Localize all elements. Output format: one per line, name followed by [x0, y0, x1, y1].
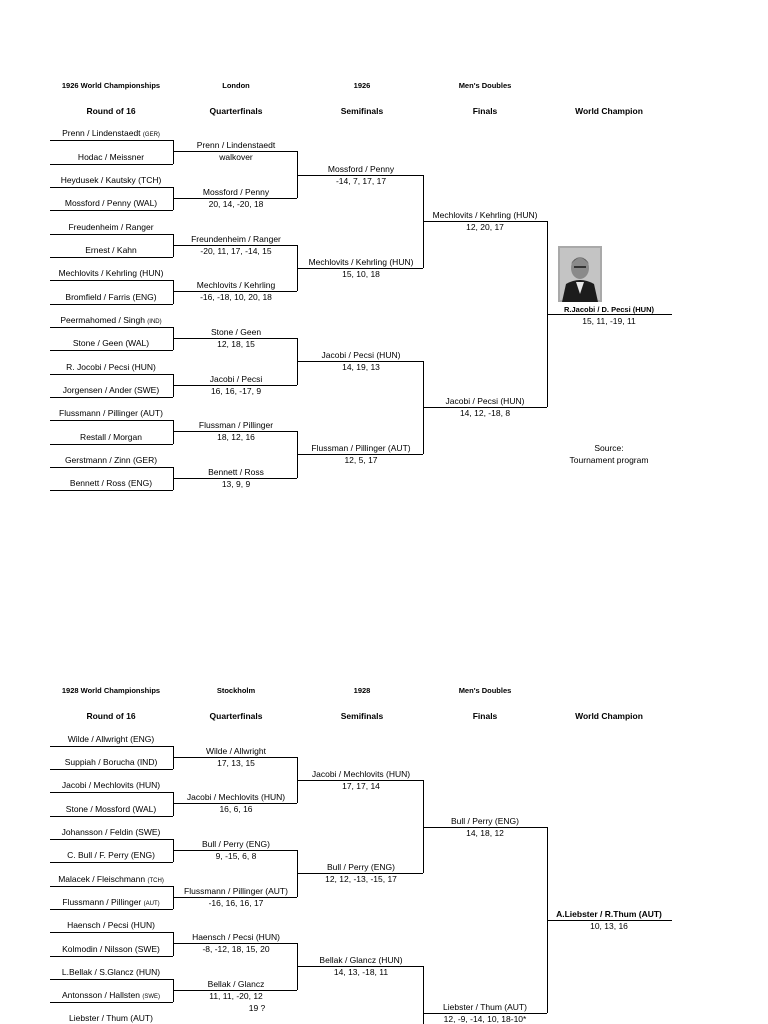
r16-entry: Suppiah / Borucha (IND)	[64, 757, 158, 767]
bracket-line	[173, 420, 174, 444]
r16-entry: Kolmodin / Nilsson (SWE)	[62, 944, 160, 954]
final-winner: Bull / Perry (ENG)	[450, 816, 520, 826]
bracket-line	[50, 257, 173, 258]
bracket-line	[50, 444, 173, 445]
qf-score: 20, 14, -20, 18	[208, 199, 264, 209]
qf-winner: Jacobi / Mechlovits (HUN)	[186, 792, 286, 802]
final-score: 14, 18, 12	[466, 828, 504, 838]
final-winner: Jacobi / Pecsi (HUN)	[445, 396, 525, 406]
header-event: Men's Doubles	[458, 686, 512, 695]
r16-entry: Jorgensen / Ander (SWE)	[62, 385, 160, 395]
r16-entry: Antonsson / Hallsten (SWE)	[61, 990, 161, 1000]
sf-score: 12, 5, 17	[344, 455, 378, 465]
r16-entry: Peermahomed / Singh (IND)	[60, 315, 162, 325]
bracket-line	[50, 792, 173, 793]
round-label-sf: Semifinals	[340, 106, 384, 116]
sf-winner: Jacobi / Mechlovits (HUN)	[311, 769, 411, 779]
r16-entry: Flussmann / Pillinger (AUT)	[62, 897, 160, 907]
r16-entry: Johansson / Feldin (SWE)	[61, 827, 161, 837]
champion-name: A.Liebster / R.Thum (AUT)	[556, 909, 662, 919]
qf-score: 11, 11, -20, 12	[209, 991, 263, 1001]
qf-score: 16, 16, -17, 9	[210, 386, 262, 396]
r16-entry: Wilde / Allwright (ENG)	[67, 734, 155, 744]
sf-winner: Bull / Perry (ENG)	[326, 862, 396, 872]
qf-winner: Flussman / Pillinger	[198, 420, 274, 430]
r16-entry: Jacobi / Mechlovits (HUN)	[61, 780, 161, 790]
r16-entry: Malacek / Fleischmann (TCH)	[58, 874, 164, 884]
round-label-qf: Quarterfinals	[209, 711, 263, 721]
bracket-line	[50, 374, 173, 375]
bracket-line	[50, 909, 173, 910]
r16-entry: Mossford / Penny (WAL)	[64, 198, 158, 208]
qf-winner: Jacobi / Pecsi	[209, 374, 263, 384]
r16-entry: Heydusek / Kautsky (TCH)	[60, 175, 162, 185]
bracket-line	[50, 420, 173, 421]
r16-entry: Stone / Mossford (WAL)	[65, 804, 157, 814]
sf-winner: Mossford / Penny	[327, 164, 395, 174]
header-location: London	[222, 81, 250, 90]
bracket-line	[50, 467, 173, 468]
champion-score: 10, 13, 16	[590, 921, 628, 931]
champion-photo	[558, 246, 602, 302]
sf-score: 17, 17, 14	[342, 781, 380, 791]
bracket-line	[50, 1002, 173, 1003]
sf-score: 12, 12, -13, -15, 17	[325, 874, 397, 884]
qf-winner: Bull / Perry (ENG)	[201, 839, 271, 849]
bracket-line	[50, 839, 173, 840]
round-label-final: Finals	[472, 711, 498, 721]
r16-entry: Flussmann / Pillinger (AUT)	[59, 408, 163, 418]
qf-winner: Bellak / Glancz	[207, 979, 265, 989]
r16-entry: Hodac / Meissner	[77, 152, 145, 162]
qf-winner: Haensch / Pecsi (HUN)	[192, 932, 280, 942]
sf-winner: Jacobi / Pecsi (HUN)	[321, 350, 401, 360]
qf-score: 12, 18, 15	[217, 339, 255, 349]
round-label-sf: Semifinals	[340, 711, 384, 721]
bracket-line	[50, 210, 173, 211]
final-score: 14, 12, -18, 8	[459, 408, 511, 418]
bracket-line	[50, 956, 173, 957]
qf-score: 13, 9, 9	[221, 479, 251, 489]
champion-name: R.Jacobi / D. Pecsi (HUN)	[563, 305, 655, 314]
qf-winner: Flussmann / Pillinger (AUT)	[184, 886, 288, 896]
sf-score: 15, 10, 18	[342, 269, 380, 279]
r16-entry: Bennett / Ross (ENG)	[69, 478, 153, 488]
bracket-line	[50, 327, 173, 328]
sf-score: 14, 13, -18, 11	[333, 967, 389, 977]
bracket-line	[50, 397, 173, 398]
r16-entry: C. Bull / F. Perry (ENG)	[67, 850, 155, 860]
bracket-line	[50, 862, 173, 863]
qf-score: 9, -15, 6, 8	[215, 851, 257, 861]
round-label-r16: Round of 16	[86, 711, 136, 721]
header-championship: 1928 World Championships	[61, 686, 161, 695]
qf-score: -16, -18, 10, 20, 18	[200, 292, 272, 302]
bracket-line	[50, 234, 173, 235]
header-championship: 1926 World Championships	[61, 81, 161, 90]
round-label-champion: World Champion	[575, 711, 643, 721]
r16-entry: Gerstmann / Zinn (GER)	[64, 455, 158, 465]
bracket-line	[50, 932, 173, 933]
qf-score: -8, -12, 18, 15, 20	[202, 944, 270, 954]
r16-entry: Prenn / Lindenstaedt (GER)	[62, 128, 160, 138]
bracket-line	[50, 886, 173, 887]
bracket-line	[50, 769, 173, 770]
final-score: 12, 20, 17	[466, 222, 504, 232]
bracket-line	[173, 932, 174, 956]
bracket-line	[547, 314, 672, 315]
r16-entry: Stone / Geen (WAL)	[72, 338, 150, 348]
bracket-line	[173, 280, 174, 304]
qf-winner: Bennett / Ross	[208, 467, 264, 477]
header-location: Stockholm	[216, 686, 256, 695]
round-label-final: Finals	[472, 106, 498, 116]
bracket-line	[50, 816, 173, 817]
qf-score: -16, 16, 16, 17	[208, 898, 264, 908]
round-label-qf: Quarterfinals	[209, 106, 263, 116]
bracket-line	[50, 140, 173, 141]
final-winner: Liebster / Thum (AUT)	[443, 1002, 527, 1012]
bracket-line	[50, 746, 173, 747]
qf-note: 19 ?	[248, 1003, 266, 1013]
r16-entry: Ernest / Kahn	[85, 245, 137, 255]
bracket-line	[50, 350, 173, 351]
sf-winner: Bellak / Glancz (HUN)	[319, 955, 403, 965]
r16-entry: R. Jocobi / Pecsi (HUN)	[66, 362, 156, 372]
sf-winner: Mechlovits / Kehrling (HUN)	[308, 257, 414, 267]
qf-score: -20, 11, 17, -14, 15	[200, 246, 272, 256]
bracket-line	[50, 164, 173, 165]
qf-winner: Stone / Geen	[210, 327, 262, 337]
final-score: 12, -9, -14, 10, 18-10*	[443, 1014, 527, 1024]
qf-score: walkover	[219, 152, 253, 162]
bracket-line	[423, 966, 424, 1024]
round-label-r16: Round of 16	[86, 106, 136, 116]
sf-score: -14, 7, 17, 17	[335, 176, 387, 186]
source-text: Tournament program	[569, 455, 649, 465]
bracket-line	[173, 140, 174, 164]
qf-winner: Freundenheim / Ranger	[191, 234, 281, 244]
header-year: 1926	[353, 81, 371, 90]
sf-winner: Flussman / Pillinger (AUT)	[311, 443, 411, 453]
qf-winner: Mechlovits / Kehrling	[196, 280, 276, 290]
r16-entry: Mechlovits / Kehrling (HUN)	[58, 268, 164, 278]
header-year: 1928	[353, 686, 371, 695]
r16-entry: Bromfield / Farris (ENG)	[65, 292, 157, 302]
r16-entry: Freudenheim / Ranger	[68, 222, 154, 232]
bracket-line	[50, 304, 173, 305]
qf-score: 18, 12, 16	[217, 432, 255, 442]
qf-score: 17, 13, 15	[217, 758, 255, 768]
bracket-line	[50, 979, 173, 980]
sf-score: 14, 19, 13	[342, 362, 380, 372]
bracket-line	[50, 187, 173, 188]
source-label: Source:	[594, 443, 624, 453]
qf-winner: Mossford / Penny	[202, 187, 270, 197]
bracket-line	[173, 792, 174, 816]
qf-winner: Wilde / Allwright	[206, 746, 266, 756]
header-event: Men's Doubles	[458, 81, 512, 90]
r16-entry: L.Bellak / S.Glancz (HUN)	[61, 967, 161, 977]
r16-entry: Liebster / Thum (AUT)	[69, 1013, 153, 1023]
final-winner: Mechlovits / Kehrling (HUN)	[432, 210, 538, 220]
qf-winner: Prenn / Lindenstaedt	[196, 140, 276, 150]
r16-entry: Haensch / Pecsi (HUN)	[67, 920, 155, 930]
qf-score: 16, 6, 16	[219, 804, 253, 814]
champion-score: 15, 11, -19, 11	[582, 316, 636, 326]
bracket-line	[50, 490, 173, 491]
bracket-line	[50, 280, 173, 281]
r16-entry: Restall / Morgan	[80, 432, 142, 442]
round-label-champion: World Champion	[575, 106, 643, 116]
